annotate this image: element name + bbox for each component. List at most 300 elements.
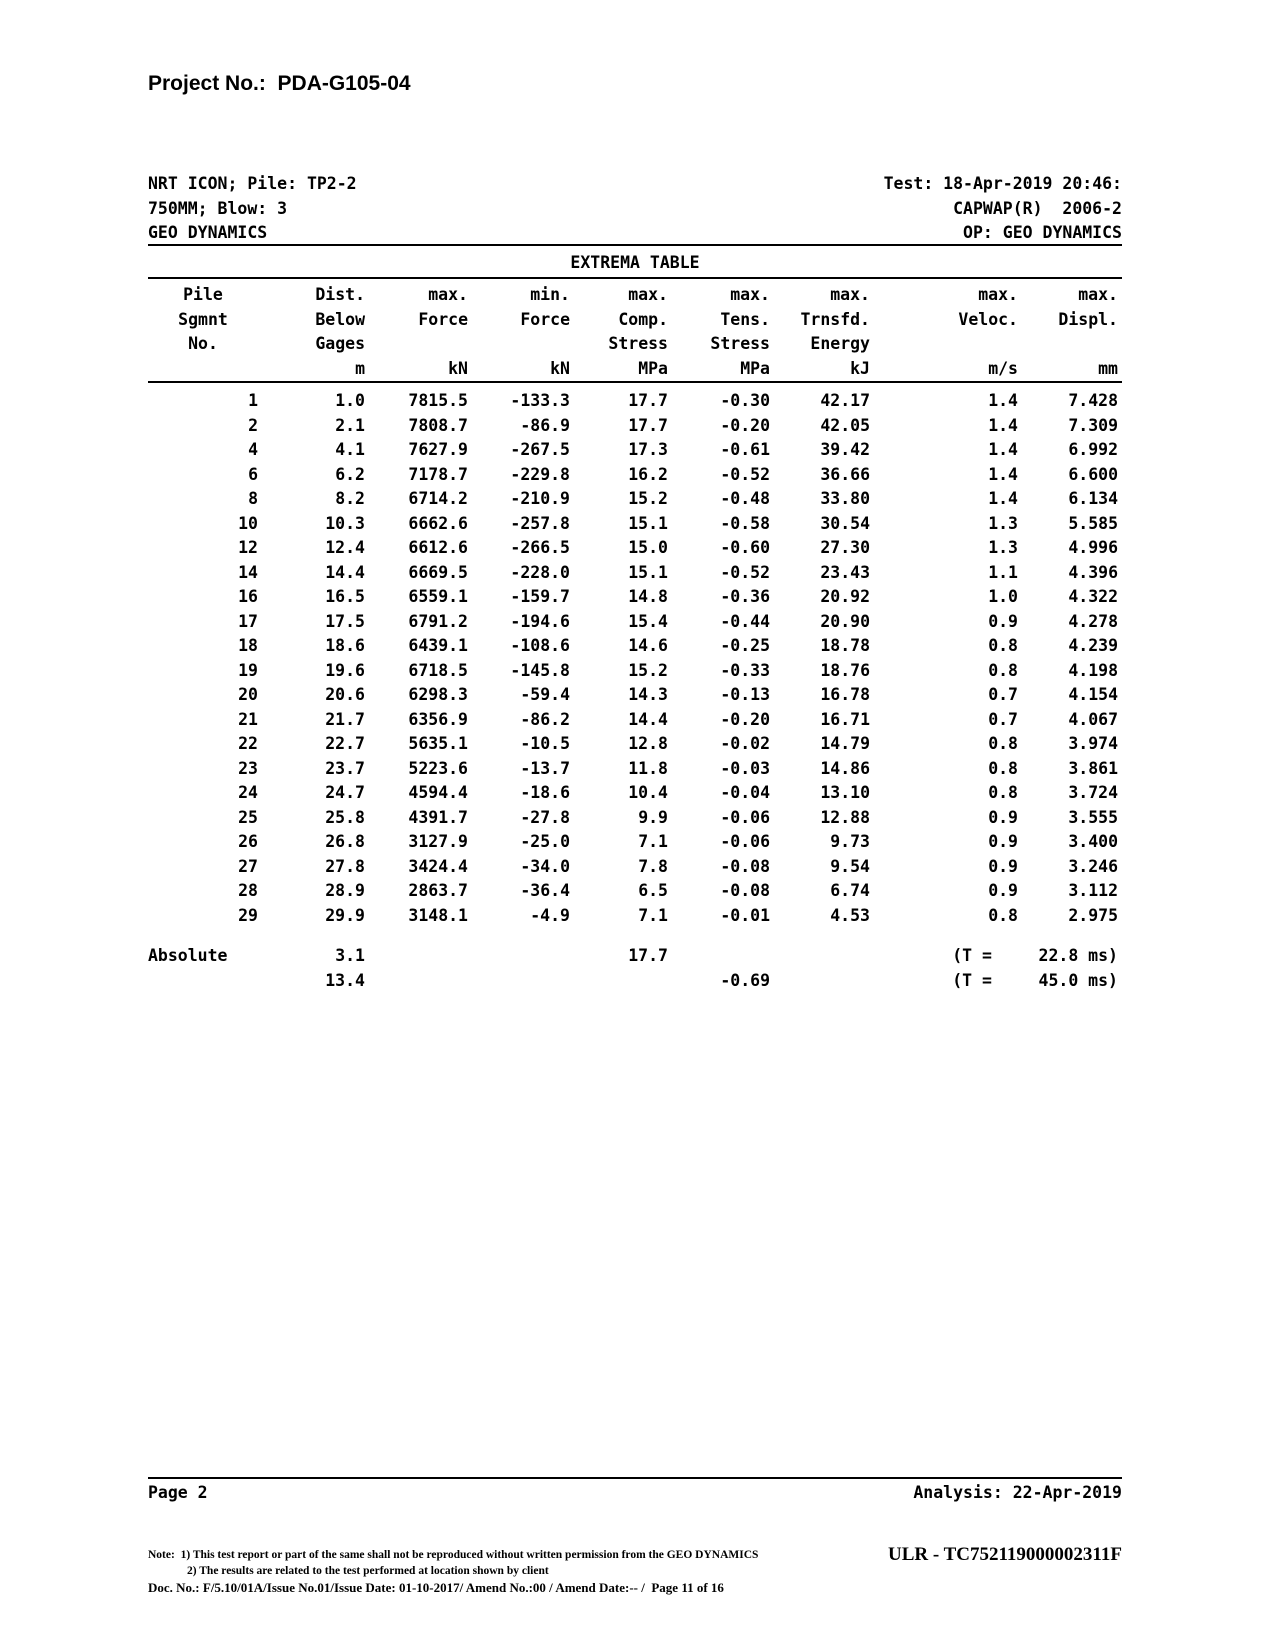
table-title: EXTREMA TABLE bbox=[570, 253, 700, 272]
data-cell: 15.2 bbox=[628, 489, 668, 508]
table-row bbox=[148, 585, 1118, 610]
data-cell: 16.71 bbox=[820, 709, 870, 729]
header-line bbox=[148, 172, 1122, 197]
header-cell: Pile bbox=[183, 285, 223, 304]
data-cell: 4594.4 bbox=[408, 783, 468, 802]
data-cell: 10 bbox=[238, 513, 258, 533]
header-cell: m/s bbox=[988, 358, 1018, 378]
data-cell: 1.1 bbox=[988, 562, 1018, 582]
data-cell: 6669.5 bbox=[408, 562, 468, 582]
data-cell: 14.6 bbox=[628, 636, 668, 655]
header-cell: Force bbox=[520, 309, 570, 329]
data-cell: 14 bbox=[238, 562, 258, 582]
data-cell: 16.78 bbox=[820, 685, 870, 704]
note-line-1: Note: 1) This test report or part of the same shall not be reproduced without written permission from the GEO DYNAMICS bbox=[148, 1549, 759, 1561]
data-cell: 3.400 bbox=[1068, 832, 1118, 851]
absolute-cell: Absolute bbox=[148, 946, 228, 965]
table-row bbox=[148, 512, 1118, 537]
table-row bbox=[148, 781, 1118, 806]
data-cell: 7808.7 bbox=[408, 415, 468, 435]
data-cell: 4.53 bbox=[830, 905, 870, 925]
absolute-cell bbox=[365, 944, 468, 969]
data-cell: 3.861 bbox=[1068, 758, 1118, 778]
data-cell: 14.4 bbox=[628, 709, 668, 729]
divider-rule bbox=[148, 381, 1122, 383]
table-row bbox=[148, 806, 1118, 831]
data-cell: 6662.6 bbox=[408, 513, 468, 533]
data-cell: 6718.5 bbox=[408, 660, 468, 680]
data-cell: 2863.7 bbox=[408, 881, 468, 900]
data-cell: 14.8 bbox=[628, 587, 668, 606]
absolute-cell: (T = bbox=[952, 970, 992, 990]
data-cell: 23.43 bbox=[820, 562, 870, 582]
data-cell: 12 bbox=[238, 538, 258, 557]
table-row bbox=[148, 308, 1118, 333]
data-cell: 18 bbox=[238, 636, 258, 655]
page-title: Project No.: PDA-G105-04 bbox=[148, 72, 411, 95]
data-cell: -34.0 bbox=[520, 856, 570, 876]
header-cell: mm bbox=[1098, 358, 1118, 378]
data-cell: -86.9 bbox=[520, 415, 570, 435]
data-cell: 0.8 bbox=[988, 660, 1018, 680]
data-cell: 3.555 bbox=[1068, 807, 1118, 827]
data-cell: 12.88 bbox=[820, 807, 870, 827]
doc-number-line: Doc. No.: F/5.10/01A/Issue No.01/Issue Date: 01-10-2017/ Amend No.:00 / Amend Date:-- / Page 11 of 16 bbox=[148, 1580, 724, 1595]
header-line bbox=[148, 197, 1122, 222]
absolute-cell: 13.4 bbox=[325, 970, 365, 990]
data-cell: 7.8 bbox=[638, 856, 668, 876]
footer-line bbox=[148, 1483, 1122, 1502]
data-cell: 3148.1 bbox=[408, 905, 468, 925]
absolute-cell: (T = bbox=[952, 946, 992, 965]
header-cell: Dist. bbox=[315, 285, 365, 304]
data-cell: 5223.6 bbox=[408, 758, 468, 778]
header-cell: max. bbox=[628, 285, 668, 304]
table-row bbox=[148, 389, 1118, 414]
data-cell: 6.600 bbox=[1068, 464, 1118, 484]
table-row bbox=[148, 659, 1118, 684]
data-cell: 13.10 bbox=[820, 783, 870, 802]
data-cell: -0.44 bbox=[720, 611, 770, 631]
software-version-text: CAPWAP(R) 2006-2 bbox=[953, 198, 1122, 218]
header-cell: Stress bbox=[608, 334, 668, 353]
header-cell: kN bbox=[550, 358, 570, 378]
data-cell: -267.5 bbox=[510, 440, 570, 459]
data-cell: 5.585 bbox=[1068, 513, 1118, 533]
data-cell: -0.58 bbox=[720, 513, 770, 533]
data-cell: -0.30 bbox=[720, 391, 770, 410]
data-cell: 21 bbox=[238, 709, 258, 729]
absolute-cell: 17.7 bbox=[628, 946, 668, 965]
absolute-cell bbox=[770, 969, 870, 994]
data-cell: 36.66 bbox=[820, 464, 870, 484]
data-cell: -0.25 bbox=[720, 636, 770, 655]
header-cell bbox=[1018, 332, 1118, 357]
data-cell: 1.0 bbox=[988, 587, 1018, 606]
data-cell: 11.8 bbox=[628, 758, 668, 778]
data-cell: -0.60 bbox=[720, 538, 770, 557]
data-cell: 0.8 bbox=[988, 734, 1018, 753]
absolute-cell: 22.8 ms) bbox=[1038, 946, 1118, 965]
data-cell: 19.6 bbox=[325, 660, 365, 680]
data-cell: 4.278 bbox=[1068, 611, 1118, 631]
data-cell: 9.54 bbox=[830, 856, 870, 876]
header-cell: Tens. bbox=[720, 309, 770, 329]
data-cell: -228.0 bbox=[510, 562, 570, 582]
data-cell: 9.9 bbox=[638, 807, 668, 827]
table-row bbox=[148, 357, 1118, 382]
data-cell: -145.8 bbox=[510, 660, 570, 680]
data-cell: 4391.7 bbox=[408, 807, 468, 827]
data-cell: 3.112 bbox=[1068, 881, 1118, 900]
data-cell: 20.6 bbox=[325, 685, 365, 704]
company-name-text: GEO DYNAMICS bbox=[148, 223, 268, 242]
data-cell: 25.8 bbox=[325, 807, 365, 827]
data-cell: 20.90 bbox=[820, 611, 870, 631]
data-cell: 4.322 bbox=[1068, 587, 1118, 606]
table-row bbox=[148, 536, 1118, 561]
absolute-cell bbox=[148, 969, 258, 994]
data-cell: 20 bbox=[238, 685, 258, 704]
data-cell: 39.42 bbox=[820, 440, 870, 459]
data-cell: -18.6 bbox=[520, 783, 570, 802]
header-cell: Gages bbox=[315, 334, 365, 353]
header-cell: MPa bbox=[638, 358, 668, 378]
data-cell: -0.33 bbox=[720, 660, 770, 680]
table-row bbox=[148, 561, 1118, 586]
data-cell: 14.86 bbox=[820, 758, 870, 778]
data-cell: 20.92 bbox=[820, 587, 870, 606]
data-cell: 16.5 bbox=[325, 587, 365, 606]
table-row bbox=[148, 855, 1118, 880]
data-cell: -108.6 bbox=[510, 636, 570, 655]
data-cell: -266.5 bbox=[510, 538, 570, 557]
data-cell: 4 bbox=[248, 440, 258, 459]
data-cell: 24.7 bbox=[325, 783, 365, 802]
data-cell: 4.067 bbox=[1068, 709, 1118, 729]
data-cell: 0.9 bbox=[988, 832, 1018, 851]
data-cell: 4.1 bbox=[335, 440, 365, 459]
data-cell: 0.9 bbox=[988, 807, 1018, 827]
divider-rule bbox=[148, 244, 1122, 246]
data-cell: 10.3 bbox=[325, 513, 365, 533]
absolute-extrema-block bbox=[148, 944, 1118, 993]
data-cell: -0.04 bbox=[720, 783, 770, 802]
data-cell: 17.5 bbox=[325, 611, 365, 631]
data-cell: 0.8 bbox=[988, 905, 1018, 925]
data-cell: 3127.9 bbox=[408, 832, 468, 851]
data-cell: 28 bbox=[238, 881, 258, 900]
data-cell: -0.01 bbox=[720, 905, 770, 925]
header-cell: kJ bbox=[850, 358, 870, 378]
data-cell: -86.2 bbox=[520, 709, 570, 729]
data-cell: 9.73 bbox=[830, 832, 870, 851]
table-row bbox=[148, 830, 1118, 855]
data-cell: -4.9 bbox=[530, 905, 570, 925]
header-cell: Stress bbox=[710, 334, 770, 353]
data-cell: 22 bbox=[238, 734, 258, 753]
data-cell: 1 bbox=[248, 391, 258, 410]
data-cell: 14.4 bbox=[325, 562, 365, 582]
data-cell: 29.9 bbox=[325, 905, 365, 925]
data-cell: -0.03 bbox=[720, 758, 770, 778]
absolute-cell: 45.0 ms) bbox=[1038, 970, 1118, 990]
data-cell: -159.7 bbox=[510, 587, 570, 606]
header-cell: Sgmnt bbox=[178, 309, 228, 329]
data-cell: 1.3 bbox=[988, 538, 1018, 557]
data-cell: 1.4 bbox=[988, 440, 1018, 459]
data-cell: 6.5 bbox=[638, 881, 668, 900]
operator-text: OP: GEO DYNAMICS bbox=[963, 223, 1122, 242]
data-cell: -0.52 bbox=[720, 562, 770, 582]
table-row bbox=[148, 732, 1118, 757]
data-cell: 18.76 bbox=[820, 660, 870, 680]
page-number: Page 2 bbox=[148, 1483, 208, 1502]
test-date-text: Test: 18-Apr-2019 20:46: bbox=[883, 174, 1122, 193]
table-row bbox=[148, 463, 1118, 488]
data-cell: 0.9 bbox=[988, 611, 1018, 631]
data-cell: 18.78 bbox=[820, 636, 870, 655]
table-row bbox=[148, 414, 1118, 439]
data-cell: 15.0 bbox=[628, 538, 668, 557]
table-row bbox=[148, 283, 1118, 308]
header-cell: Force bbox=[418, 309, 468, 329]
data-cell: 3.246 bbox=[1068, 856, 1118, 876]
data-cell: -0.36 bbox=[720, 587, 770, 606]
data-cell: 4.996 bbox=[1068, 538, 1118, 557]
table-row bbox=[148, 332, 1118, 357]
data-cell: 23 bbox=[238, 758, 258, 778]
table-row bbox=[148, 757, 1118, 782]
data-cell: 7627.9 bbox=[408, 440, 468, 459]
data-cell: 1.4 bbox=[988, 391, 1018, 410]
data-cell: 17 bbox=[238, 611, 258, 631]
data-cell: 1.3 bbox=[988, 513, 1018, 533]
data-cell: 4.154 bbox=[1068, 685, 1118, 704]
absolute-cell: -0.69 bbox=[720, 970, 770, 990]
data-cell: 6298.3 bbox=[408, 685, 468, 704]
data-cell: 24 bbox=[238, 783, 258, 802]
header-line bbox=[148, 221, 1122, 246]
data-cell: 7.428 bbox=[1068, 391, 1118, 410]
data-cell: 6.992 bbox=[1068, 440, 1118, 459]
table-row bbox=[148, 969, 1118, 994]
data-cell: 0.9 bbox=[988, 881, 1018, 900]
absolute-cell bbox=[570, 969, 668, 994]
table-row bbox=[148, 634, 1118, 659]
data-cell: 7.1 bbox=[638, 832, 668, 851]
absolute-cell bbox=[468, 969, 570, 994]
header-cell bbox=[870, 332, 1018, 357]
data-cell: 28.9 bbox=[325, 881, 365, 900]
data-cell: -194.6 bbox=[510, 611, 570, 631]
data-cell: 7178.7 bbox=[408, 464, 468, 484]
ulr-number: ULR - TC752119000002311F bbox=[887, 1544, 1122, 1565]
data-cell: 6 bbox=[248, 464, 258, 484]
data-cell: 23.7 bbox=[325, 758, 365, 778]
data-cell: -257.8 bbox=[510, 513, 570, 533]
data-cell: 12.8 bbox=[628, 734, 668, 753]
data-cell: 42.05 bbox=[820, 415, 870, 435]
data-cell: 0.8 bbox=[988, 636, 1018, 655]
data-cell: 8.2 bbox=[335, 489, 365, 508]
data-cell: 12.4 bbox=[325, 538, 365, 557]
data-cell: 4.239 bbox=[1068, 636, 1118, 655]
header-cell: max. bbox=[428, 285, 468, 304]
data-cell: -0.48 bbox=[720, 489, 770, 508]
data-cell: 7.309 bbox=[1068, 415, 1118, 435]
data-cell: 6.74 bbox=[830, 881, 870, 900]
data-cell: -36.4 bbox=[520, 881, 570, 900]
data-cell: -0.20 bbox=[720, 415, 770, 435]
data-cell: -13.7 bbox=[520, 758, 570, 778]
data-cell: 18.6 bbox=[325, 636, 365, 655]
absolute-cell bbox=[668, 944, 770, 969]
header-cell: kN bbox=[448, 358, 468, 378]
data-cell: 16.2 bbox=[628, 464, 668, 484]
table-row bbox=[148, 904, 1118, 929]
data-cell: -27.8 bbox=[520, 807, 570, 827]
table-row bbox=[148, 487, 1118, 512]
data-cell: 15.1 bbox=[628, 562, 668, 582]
data-cell: 27.30 bbox=[820, 538, 870, 557]
data-cell: 0.7 bbox=[988, 685, 1018, 704]
data-cell: 10.4 bbox=[628, 783, 668, 802]
header-cell: MPa bbox=[740, 358, 770, 378]
data-cell: 26 bbox=[238, 832, 258, 851]
data-cell: -210.9 bbox=[510, 489, 570, 508]
header-cell: max. bbox=[1078, 285, 1118, 304]
data-cell: -0.08 bbox=[720, 881, 770, 900]
header-cell: max. bbox=[978, 285, 1018, 304]
header-cell: max. bbox=[730, 285, 770, 304]
data-cell: 42.17 bbox=[820, 391, 870, 410]
data-cell: 0.7 bbox=[988, 709, 1018, 729]
pile-id-text: NRT ICON; Pile: TP2-2 bbox=[148, 174, 357, 193]
data-cell: 30.54 bbox=[820, 513, 870, 533]
data-cell: 7815.5 bbox=[408, 391, 468, 410]
analysis-date: Analysis: 22-Apr-2019 bbox=[913, 1483, 1122, 1502]
header-cell bbox=[468, 332, 570, 357]
header-cell: Trnsfd. bbox=[800, 309, 870, 329]
data-cell: -10.5 bbox=[520, 734, 570, 753]
data-cell: -25.0 bbox=[520, 832, 570, 851]
table-row bbox=[148, 683, 1118, 708]
data-cell: 22.7 bbox=[325, 734, 365, 753]
header-cell bbox=[365, 332, 468, 357]
data-cell: 0.8 bbox=[988, 783, 1018, 802]
data-cell: 1.4 bbox=[988, 489, 1018, 508]
data-cell: 1.4 bbox=[988, 415, 1018, 435]
data-cell: 19 bbox=[238, 660, 258, 680]
data-cell: -0.08 bbox=[720, 856, 770, 876]
data-cell: 0.9 bbox=[988, 856, 1018, 876]
data-cell: 17.7 bbox=[628, 391, 668, 410]
data-cell: 29 bbox=[238, 905, 258, 925]
data-cell: 15.1 bbox=[628, 513, 668, 533]
data-cell: 2 bbox=[248, 415, 258, 435]
data-cell: 27.8 bbox=[325, 856, 365, 876]
data-cell: -0.06 bbox=[720, 807, 770, 827]
data-cell: 6612.6 bbox=[408, 538, 468, 557]
extrema-table-body bbox=[148, 389, 1118, 928]
data-cell: 6559.1 bbox=[408, 587, 468, 606]
data-cell: 2.975 bbox=[1068, 905, 1118, 925]
data-cell: 21.7 bbox=[325, 709, 365, 729]
absolute-cell bbox=[468, 944, 570, 969]
data-cell: 6.2 bbox=[335, 464, 365, 484]
data-cell: 25 bbox=[238, 807, 258, 827]
header-cell: Veloc. bbox=[958, 309, 1018, 329]
report-header bbox=[148, 172, 1122, 246]
data-cell: -0.06 bbox=[720, 832, 770, 851]
data-cell: 14.3 bbox=[628, 685, 668, 704]
header-cell: Comp. bbox=[618, 309, 668, 329]
data-cell: -229.8 bbox=[510, 464, 570, 484]
table-row bbox=[148, 944, 1118, 969]
data-cell: -0.20 bbox=[720, 709, 770, 729]
data-cell: 15.2 bbox=[628, 660, 668, 680]
data-cell: 1.0 bbox=[335, 391, 365, 410]
absolute-cell: 3.1 bbox=[335, 946, 365, 965]
absolute-cell bbox=[770, 944, 870, 969]
data-cell: -0.52 bbox=[720, 464, 770, 484]
header-cell: m bbox=[355, 358, 365, 378]
data-cell: -0.02 bbox=[720, 734, 770, 753]
header-cell: No. bbox=[188, 334, 218, 353]
data-cell: -0.61 bbox=[720, 440, 770, 459]
data-cell: 7.1 bbox=[638, 905, 668, 925]
data-cell: 3.724 bbox=[1068, 783, 1118, 802]
header-cell bbox=[148, 357, 258, 382]
table-row bbox=[148, 438, 1118, 463]
blow-info-text: 750MM; Blow: 3 bbox=[148, 198, 288, 218]
header-cell: Energy bbox=[810, 334, 870, 353]
data-cell: 27 bbox=[238, 856, 258, 876]
divider-rule bbox=[148, 277, 1122, 279]
data-cell: 6.134 bbox=[1068, 489, 1118, 508]
data-cell: 4.198 bbox=[1068, 660, 1118, 680]
absolute-cell bbox=[365, 969, 468, 994]
data-cell: 0.8 bbox=[988, 758, 1018, 778]
data-cell: 17.7 bbox=[628, 415, 668, 435]
data-cell: 3424.4 bbox=[408, 856, 468, 876]
data-cell: 1.4 bbox=[988, 464, 1018, 484]
data-cell: 2.1 bbox=[335, 415, 365, 435]
data-cell: 4.396 bbox=[1068, 562, 1118, 582]
data-cell: -59.4 bbox=[520, 685, 570, 704]
data-cell: 26.8 bbox=[325, 832, 365, 851]
header-cell: min. bbox=[530, 285, 570, 304]
data-cell: 5635.1 bbox=[408, 734, 468, 753]
header-cell: Below bbox=[315, 309, 365, 329]
data-cell: 6439.1 bbox=[408, 636, 468, 655]
note-line-2: 2) The results are related to the test performed at location shown by client bbox=[187, 1565, 549, 1577]
data-cell: -133.3 bbox=[510, 391, 570, 410]
data-cell: 6356.9 bbox=[408, 709, 468, 729]
data-cell: 6714.2 bbox=[408, 489, 468, 508]
table-row bbox=[148, 879, 1118, 904]
table-column-headers bbox=[148, 283, 1118, 381]
data-cell: -0.13 bbox=[720, 685, 770, 704]
data-cell: 6791.2 bbox=[408, 611, 468, 631]
data-cell: 16 bbox=[238, 587, 258, 606]
footer-rule bbox=[148, 1477, 1122, 1479]
table-row bbox=[148, 708, 1118, 733]
data-cell: 8 bbox=[248, 489, 258, 508]
header-cell: Displ. bbox=[1058, 309, 1118, 329]
header-cell: max. bbox=[830, 285, 870, 304]
